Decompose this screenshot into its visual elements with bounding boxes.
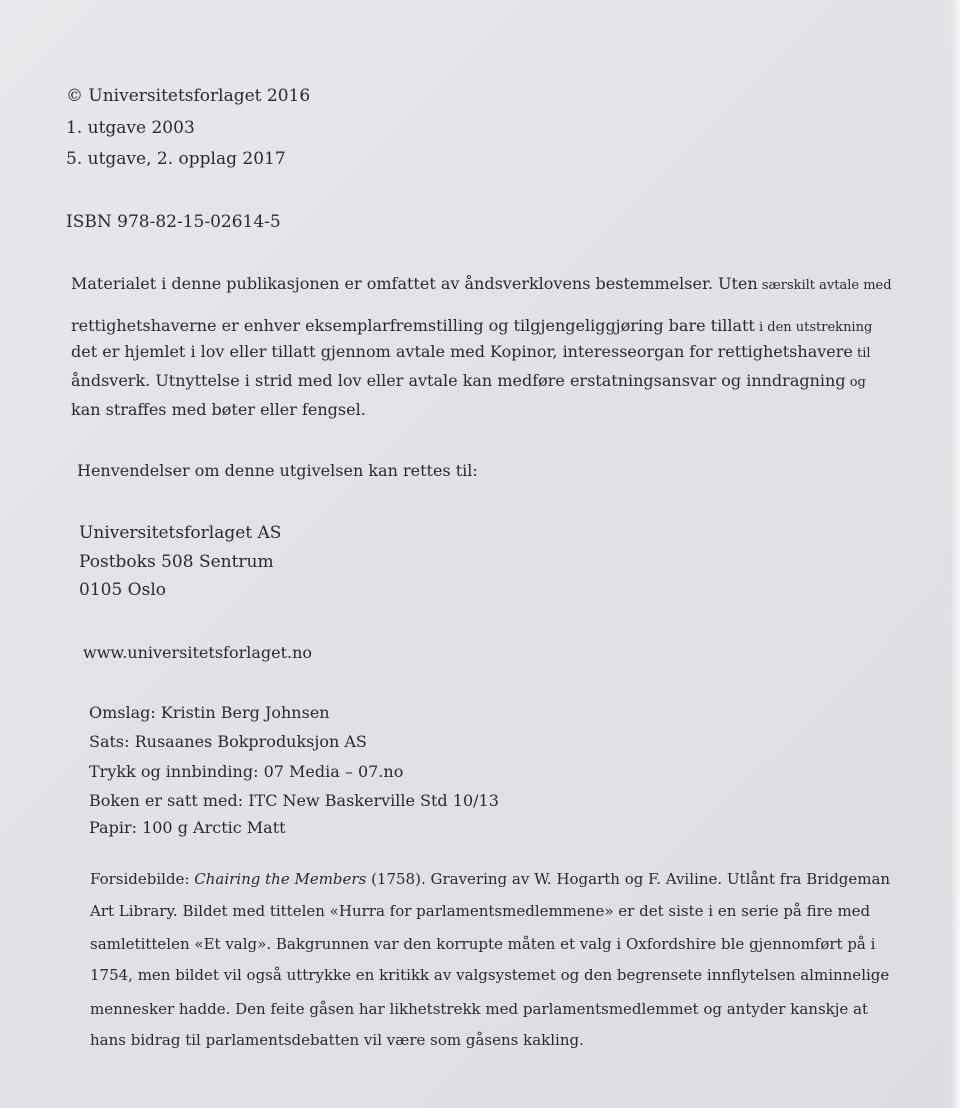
- credit-printing: Trykk og innbinding: 07 Media – 07.no: [89, 762, 404, 781]
- legal-notice-line-1-small: særskilt avtale med: [757, 278, 892, 293]
- legal-notice-line-3: [71, 344, 921, 360]
- publisher-postbox: Postboks 508 Sentrum: [79, 552, 274, 572]
- publisher-city: 0105 Oslo: [79, 580, 167, 600]
- publisher-name: Universitetsforlaget AS: [79, 523, 282, 543]
- legal-notice-line-3-main: det er hjemlet i lov eller tillatt gjennom avtale med Kopinor, interesseorgan for rettighetshavere: [71, 342, 853, 361]
- cover-note-line-2: Art Library. Bildet med tittelen «Hurra for parlamentsmedlemmene» er det siste i en serie på fire med: [90, 902, 871, 920]
- credit-cover-design: Omslag: Kristin Berg Johnsen: [89, 703, 330, 722]
- cover-note-line-3: samletittelen «Et valg». Bakgrunnen var den korrupte måten et valg i Oxfordshire ble gjennomført på i: [90, 935, 876, 953]
- isbn-line: ISBN 978-82-15-02614-5: [66, 212, 281, 232]
- first-edition-line: 1. utgave 2003: [66, 118, 195, 138]
- cover-note-prefix: Forsidebilde:: [90, 870, 195, 888]
- legal-notice-line-4-main: åndsverk. Utnyttelse i strid med lov eller avtale kan medføre erstatningsansvar og inndragning: [71, 371, 846, 390]
- legal-notice-line-4: [71, 373, 921, 389]
- cover-note-line-5: mennesker hadde. Den feite gåsen har likhetstrekk med parlamentsmedlemmet og antyder kanskje at: [90, 1000, 868, 1018]
- legal-notice-line-2-small: i den utstrekning: [754, 320, 873, 335]
- credit-typeface: Boken er satt med: ITC New Baskerville Std 10/13: [89, 791, 499, 810]
- legal-notice-line-1: [71, 276, 921, 292]
- legal-notice-line-1-main: Materialet i denne publikasjonen er omfattet av åndsverklovens bestemmelser. Uten: [71, 274, 758, 293]
- fifth-edition-line: 5. utgave, 2. opplag 2017: [66, 149, 286, 169]
- legal-notice-line-4-small: og: [845, 375, 866, 390]
- copyright-line: © Universitetsforlaget 2016: [66, 86, 311, 106]
- cover-note-line-1-rest: (1758). Gravering av W. Hogarth og F. Aviline. Utlånt fra Bridgeman: [366, 870, 891, 888]
- page-edge-highlight: [950, 0, 960, 1108]
- cover-note-line-4: 1754, men bildet vil også uttrykke en kritikk av valgsystemet og den begrensete innflytelsen alminnelige: [90, 966, 890, 984]
- cover-artwork-title: Chairing the Members: [194, 870, 367, 888]
- credit-typesetting: Sats: Rusaanes Bokproduksjon AS: [89, 732, 367, 751]
- legal-notice-line-2: [71, 318, 921, 334]
- publisher-website: www.universitetsforlaget.no: [83, 643, 313, 662]
- legal-notice-line-3-small: til: [852, 346, 871, 361]
- legal-notice-line-5: kan straffes med bøter eller fengsel.: [71, 400, 366, 419]
- cover-note-line-1: [90, 872, 890, 887]
- credit-paper: Papir: 100 g Arctic Matt: [89, 818, 286, 837]
- cover-note-line-6: hans bidrag til parlamentsdebatten vil være som gåsens kakling.: [90, 1031, 584, 1049]
- legal-notice-line-2-main: rettighetshaverne er enhver eksemplarfremstilling og tilgjengeliggjøring bare tillatt: [71, 316, 755, 335]
- inquiries-line: Henvendelser om denne utgivelsen kan rettes til:: [77, 461, 478, 480]
